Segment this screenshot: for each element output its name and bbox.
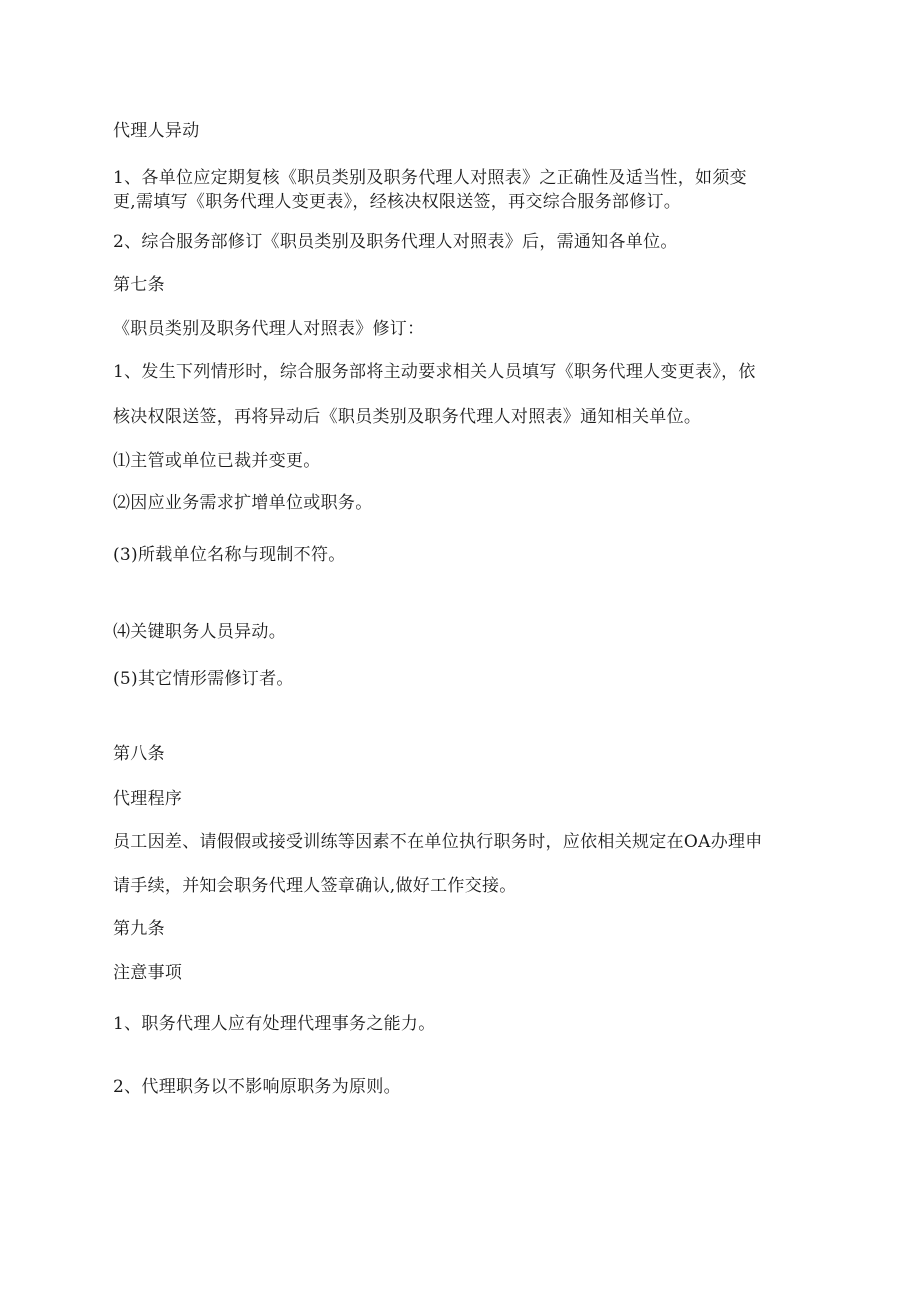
section-title: 代理程序 — [113, 789, 183, 809]
paragraph-line: 1、发生下列情形时，综合服务部将主动要求相关人员填写《职务代理人变更表》，依 — [113, 362, 756, 382]
heading-agent-change: 代理人异动 — [113, 121, 200, 141]
list-item: ⑷关键职务人员异动。 — [113, 622, 286, 642]
section-title: 注意事项 — [113, 963, 183, 983]
list-item: ⑴主管或单位已裁并变更。 — [113, 451, 321, 471]
paragraph-line: 请手续，并知会职务代理人签章确认,做好工作交接。 — [113, 876, 517, 896]
paragraph-line: 员工因差、请假假或接受训练等因素不在单位执行职务时，应依相关规定在OA办理申 — [113, 832, 763, 852]
article-7-heading: 第七条 — [113, 275, 165, 295]
paragraph-line: 更,需填写《职务代理人变更表》，经核决权限送签，再交综合服务部修订。 — [113, 192, 682, 212]
list-item: (5)其它情形需修订者。 — [113, 669, 294, 689]
list-item: (3)所载单位名称与现制不符。 — [113, 545, 346, 565]
list-item: 2、代理职务以不影响原职务为原则。 — [113, 1077, 401, 1097]
paragraph-line: 1、各单位应定期复核《职员类别及职务代理人对照表》之正确性及适当性，如须变 — [113, 168, 747, 188]
paragraph-line: 2、综合服务部修订《职员类别及职务代理人对照表》后，需通知各单位。 — [113, 232, 678, 252]
article-9-heading: 第九条 — [113, 919, 165, 939]
list-item: 1、职务代理人应有处理代理事务之能力。 — [113, 1014, 436, 1034]
list-item: ⑵因应业务需求扩增单位或职务。 — [113, 493, 373, 513]
paragraph-line: 核决权限送签，再将异动后《职员类别及职务代理人对照表》通知相关单位。 — [113, 407, 702, 427]
article-8-heading: 第八条 — [113, 744, 165, 764]
section-title: 《职员类别及职务代理人对照表》修订： — [113, 319, 425, 339]
